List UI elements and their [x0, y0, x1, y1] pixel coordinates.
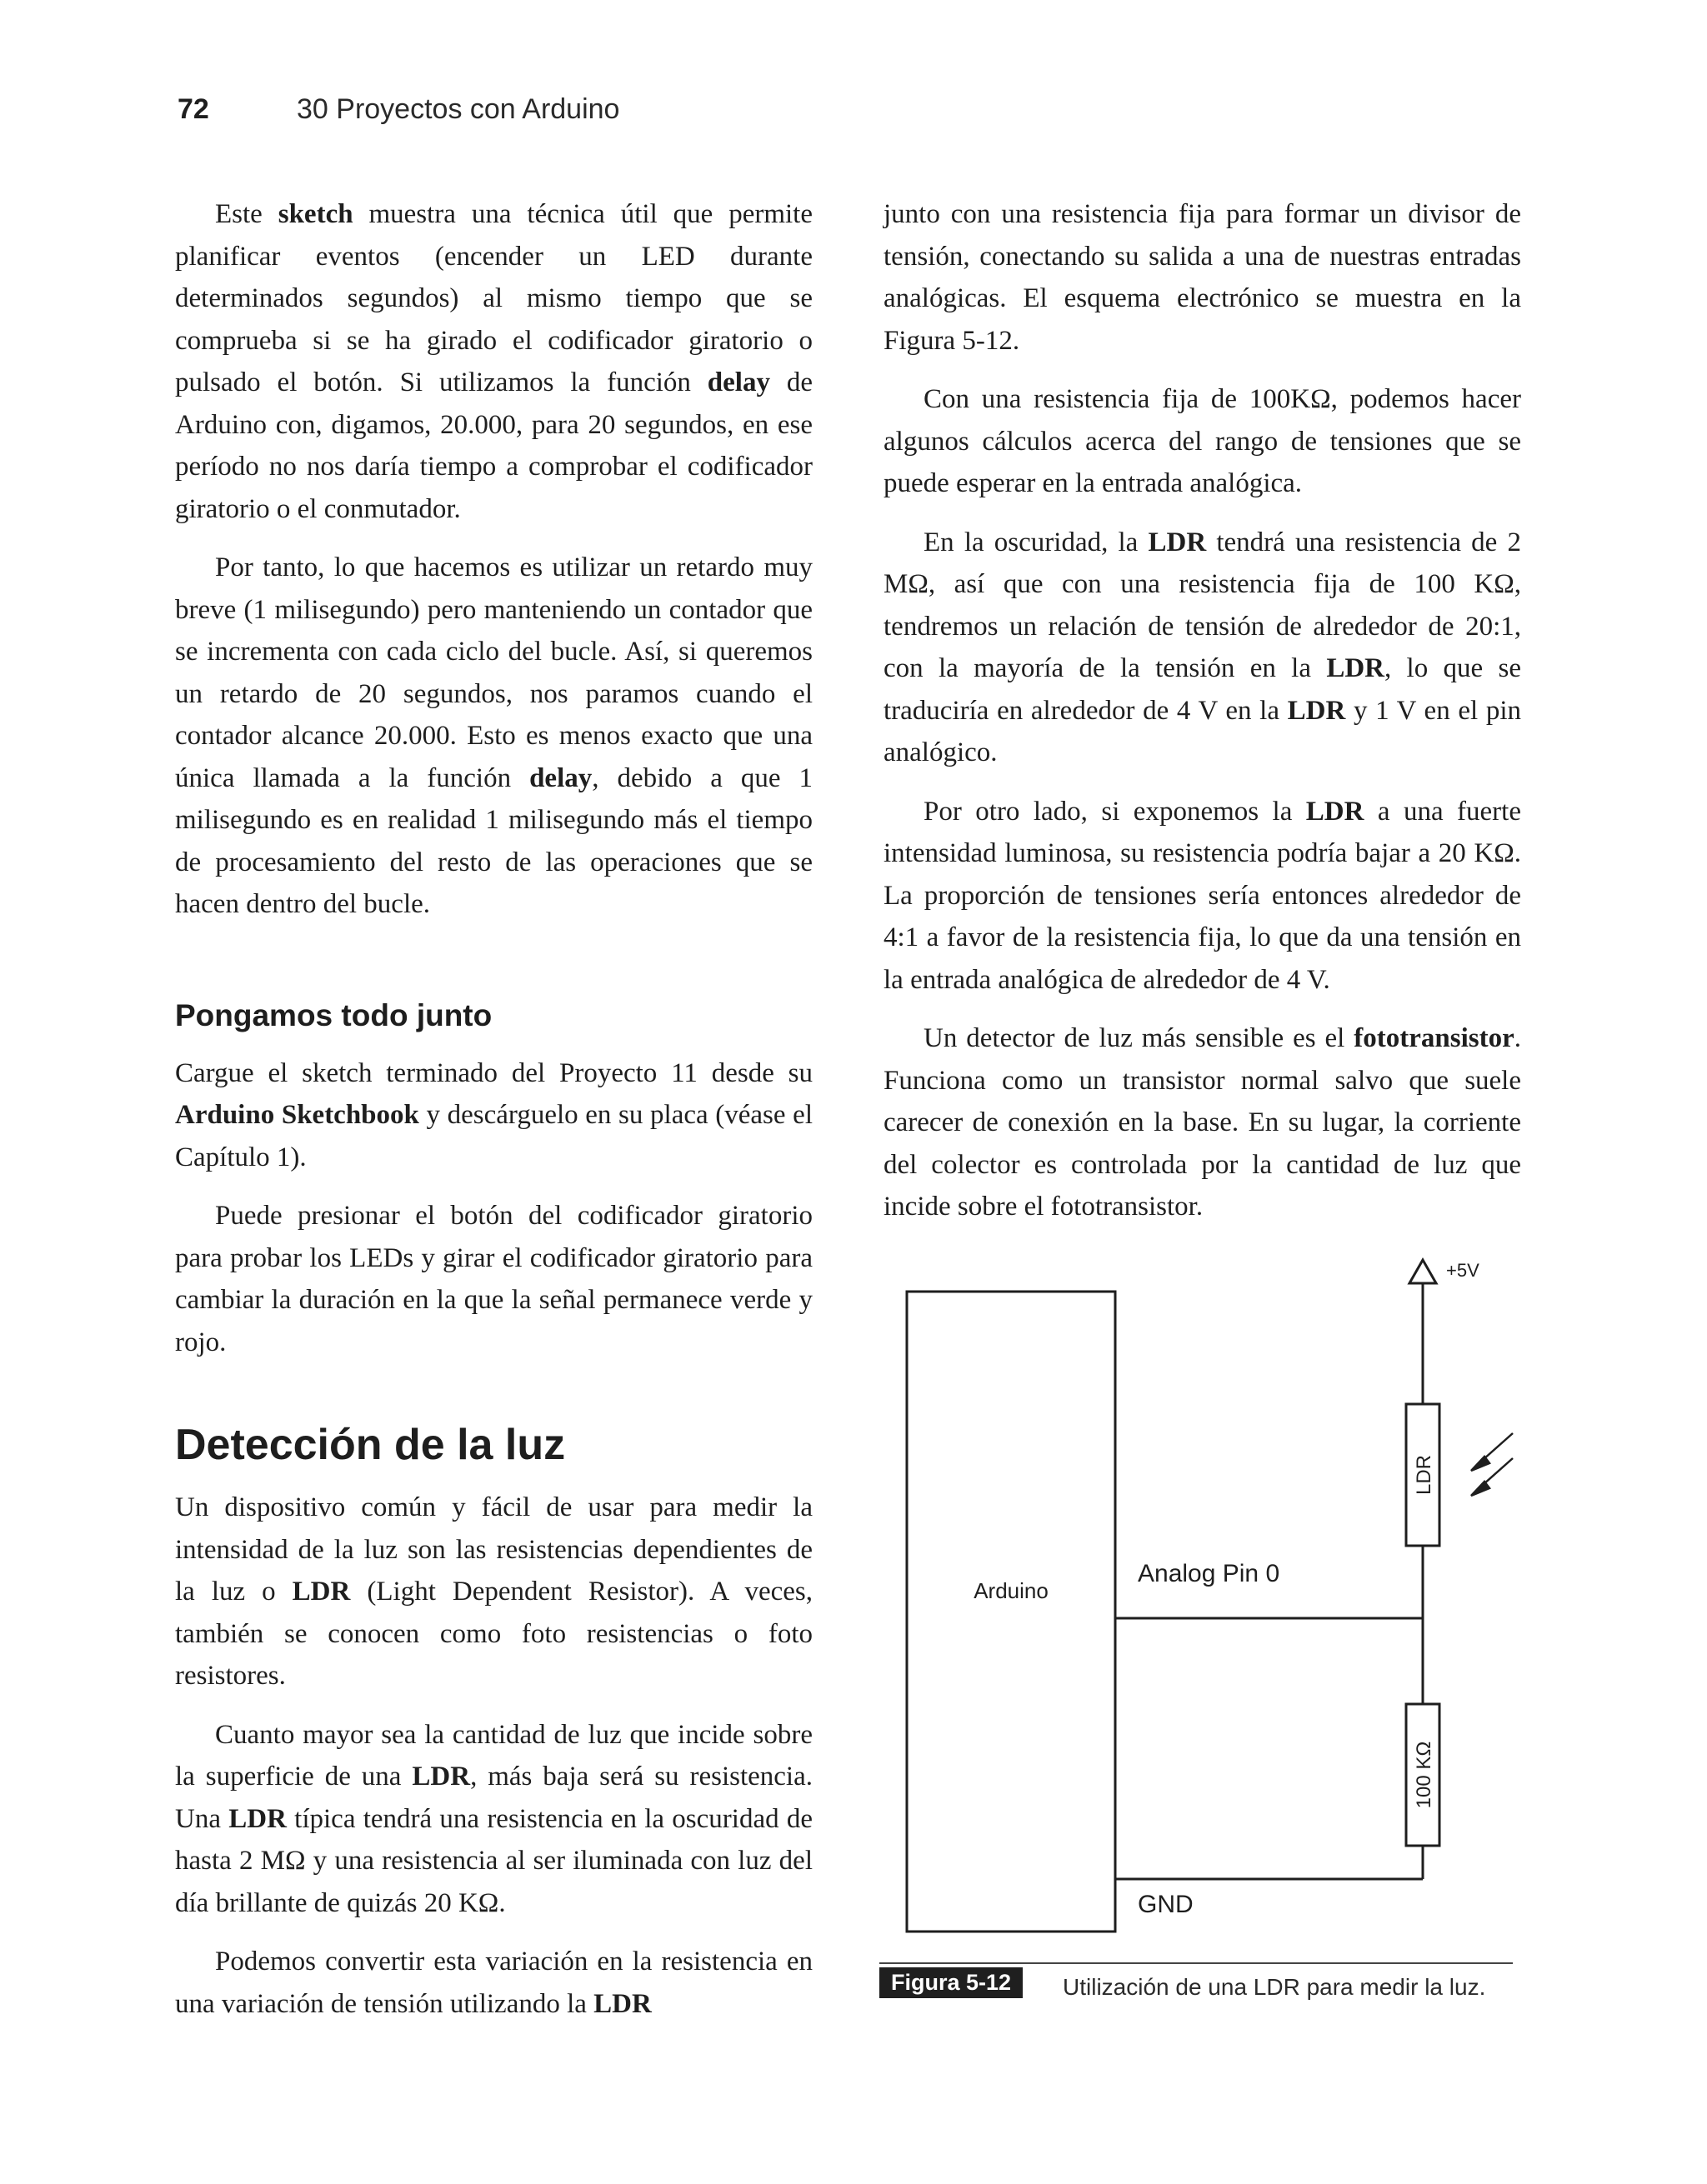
- page-number: 72: [178, 93, 209, 125]
- paragraph: Por tanto, lo que hacemos es utilizar un retardo muy breve (1 milisegundo) pero manteniendo un contador que se incrementa con cada ciclo del bucle. Así, si queremos un retardo de 20 segundos, nos paramos cuando el contador alcance 20.000. Esto es menos exacto que una única llamada a la función delay, debido a que 1 milisegundo es en realidad 1 milisegundo más el tiempo de procesamiento del resto de las operaciones que se hacen dentro del bucle.: [175, 552, 813, 919]
- paragraph: Puede presionar el botón del codificador giratorio para probar los LEDs y girar el codificador giratorio para cambiar la duración en la que la señal permanece verde y rojo.: [175, 1201, 813, 1357]
- left-column: [175, 193, 813, 2042]
- analog-pin-label: Analog Pin 0: [1138, 1560, 1280, 1587]
- paragraph: Por otro lado, si exponemos la LDR a una fuerte intensidad luminosa, su resistencia podría bajar a 20 KΩ. La proporción de tensiones sería entonces alrededor de 4:1 a favor de la resistencia fija, lo que da una tensión en la entrada analógica de alrededor de 4 V.: [884, 796, 1521, 995]
- arduino-label: Arduino: [974, 1578, 1049, 1603]
- resistor-label: 100 KΩ: [1413, 1741, 1435, 1809]
- light-arrows-icon: [1471, 1433, 1513, 1496]
- figure-caption-text: Utilización de una LDR para medir la luz.: [1063, 1974, 1486, 2000]
- paragraph: Cuanto mayor sea la cantidad de luz que incide sobre la superficie de una LDR, más baja será su resistencia. Una LDR típica tendrá una resistencia en la oscuridad de hasta 2 MΩ y una resistencia al ser iluminada con luz del día brillante de quizás 20 KΩ.: [175, 1719, 813, 1918]
- paragraph: Un detector de luz más sensible es el fototransistor. Funciona como un transistor normal salvo que suele carecer de conexión en la base. En su lugar, la corriente del colector es controlada por la cantidad de luz que incide sobre el fototransistor.: [884, 1023, 1521, 1222]
- paragraph: junto con una resistencia fija para formar un divisor de tensión, conectando su salida a una de nuestras entradas analógicas. El esquema electrónico se muestra en la Figura 5-12.: [884, 199, 1521, 356]
- section-heading: Pongamos todo junto: [175, 997, 493, 1032]
- paragraph: En la oscuridad, la LDR tendrá una resistencia de 2 MΩ, así que con una resistencia fija de 100 KΩ, tendremos un relación de tensión de alrededor de 20:1, con la mayoría de la tensión en la LDR, lo que se traduciría en alrededor de 4 V en la LDR y 1 V en el pin analógico.: [884, 527, 1521, 767]
- supply-triangle-icon: [1409, 1260, 1436, 1283]
- paragraph: Un dispositivo común y fácil de usar para medir la intensidad de la luz son las resistencias dependientes de la luz o LDR (Light Dependent Resistor). A veces, también se conocen como foto resistencias o foto resistores.: [175, 1492, 813, 1691]
- figure-label: Figura 5-12: [879, 1967, 1023, 1998]
- gnd-label: GND: [1138, 1891, 1194, 1918]
- circuit-diagram: [879, 1233, 1546, 1958]
- chapter-heading: Detección de la luz: [175, 1421, 566, 1469]
- supply-label: +5V: [1446, 1260, 1479, 1281]
- paragraph: Podemos convertir esta variación en la resistencia en una variación de tensión utilizando la LDR: [175, 1947, 813, 2019]
- figure-ldr-circuit: [879, 1233, 1546, 2050]
- paragraph: Con una resistencia fija de 100KΩ, podemos hacer algunos cálculos acerca del rango de tensiones que se puede esperar en la entrada analógica.: [884, 384, 1521, 498]
- arduino-block: [907, 1292, 1115, 1932]
- book-title: 30 Proyectos con Arduino: [297, 93, 620, 125]
- figure-caption: [879, 1962, 1513, 2000]
- right-column: [884, 193, 1521, 1245]
- ldr-label: LDR: [1413, 1454, 1435, 1496]
- paragraph: Cargue el sketch terminado del Proyecto 11 desde su Arduino Sketchbook y descárguelo en su placa (véase el Capítulo 1).: [175, 1057, 813, 1172]
- paragraph: Este sketch muestra una técnica útil que permite planificar eventos (encender un LED durante determinados segundos) al mismo tiempo que se comprueba si se ha girado el codificador giratorio o pulsado el botón. Si utilizamos la función delay de Arduino con, digamos, 20.000, para 20 segundos, en ese período no nos daría tiempo a comprobar el codificador giratorio o el conmutador.: [175, 199, 813, 524]
